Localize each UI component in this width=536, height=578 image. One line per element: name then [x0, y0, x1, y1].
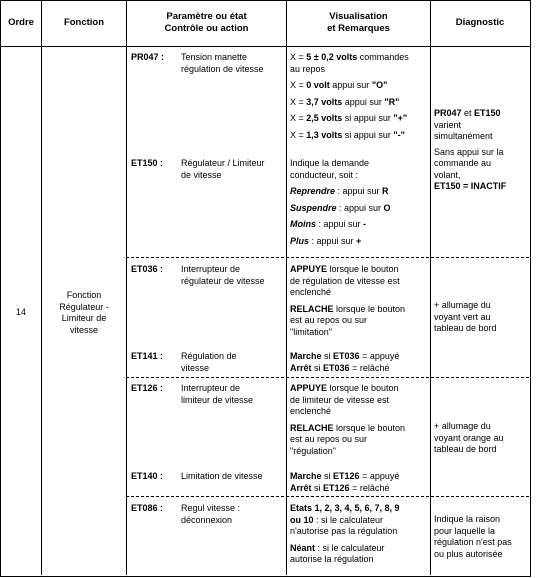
diag2-line: tableau de bord: [434, 323, 497, 333]
et036-code: ET036 :: [131, 264, 164, 274]
diag1-line: volant,: [434, 169, 461, 180]
pr047-label-line: régulation de vitesse: [181, 63, 264, 74]
et140-code: ET140 :: [131, 471, 164, 481]
diag3-line: + allumage du: [434, 421, 491, 431]
col-divider: [430, 0, 431, 575]
et126-appuye-line: de limiteur de vitesse est: [290, 394, 390, 405]
et141-values: [290, 351, 430, 374]
pr047-value-1: X = 5 ± 0,2 volts commandes: [290, 52, 409, 62]
diag4-line: ou plus autorisée: [434, 548, 503, 559]
pr047-value-5: X = 1,3 volts si appui sur "-": [290, 129, 405, 140]
et086-etats-line2: ou 10 : si le calculateur: [290, 514, 384, 525]
et036-label-line: régulateur de vitesse: [181, 275, 265, 286]
et140-label: Limitation de vitesse: [181, 471, 263, 481]
diag4-line: Indique la raison: [434, 514, 501, 524]
header-parametre-line1: Paramètre ou état: [166, 11, 247, 22]
diagnostic-3: [434, 421, 529, 456]
col-divider: [286, 0, 287, 575]
diag1-line1: PR047 et ET150: [434, 108, 501, 118]
header-ordre: Ordre: [8, 17, 34, 28]
section-divider: [126, 496, 529, 497]
et126-label: [181, 383, 285, 406]
et140-arret: Arrêt si ET126 = relâché: [290, 482, 390, 493]
et126-label-line: Interrupteur de: [181, 383, 241, 393]
et086-neant: Néant : si le calculateur: [290, 542, 385, 553]
diag1-line: varient: [434, 119, 462, 130]
et150-values: [290, 158, 430, 247]
pr047-value-3: X = 3,7 volts appui sur "R": [290, 96, 400, 107]
et086-etats-line3: n'autorise pas la régulation: [290, 526, 398, 536]
et150-plus: Plus : appui sur +: [290, 235, 362, 246]
header-diagnostic: Diagnostic: [455, 17, 505, 28]
et150-label-line: de vitesse: [181, 169, 222, 180]
et086-label-line: Regul vitesse :: [181, 503, 241, 513]
row-fonction-line: vitesse: [69, 324, 98, 335]
diagnostic-4: [434, 514, 529, 560]
et086-etats-line: Etats 1, 2, 3, 4, 5, 6, 7, 8, 9: [290, 503, 400, 513]
pr047-code: PR047 :: [131, 52, 165, 62]
header-visualisation-line1: Visualisation: [329, 11, 388, 22]
diag2-line: + allumage du: [434, 300, 491, 310]
et036-values: [290, 264, 430, 338]
et126-appuye-line: enclenché: [290, 406, 332, 416]
et150-label: [181, 158, 285, 181]
et150-code: ET150 :: [131, 158, 164, 168]
et140-values: [290, 471, 430, 494]
header-divider: [1, 46, 530, 47]
col-divider: [41, 0, 42, 575]
col-divider: [126, 0, 127, 575]
diag4-line: pour laquelle la: [434, 525, 496, 536]
et150-suspendre: Suspendre : appui sur O: [290, 202, 391, 213]
et126-code: ET126 :: [131, 383, 164, 393]
pr047-value-1-line2: au repos: [290, 63, 326, 74]
et036-relache: RELACHE lorsque le bouton: [290, 303, 406, 314]
row-fonction-line: Fonction: [66, 290, 102, 300]
diag1-line: Sans appui sur la: [434, 146, 504, 157]
et126-values: [290, 383, 430, 457]
pr047-label: [181, 52, 285, 75]
diag2-line: voyant vert au: [434, 311, 491, 322]
et141-label-line: Régulation de: [181, 351, 237, 361]
et126-appuye: APPUYE lorsque le bouton: [290, 383, 399, 393]
et141-label-line: vitesse: [181, 362, 210, 373]
pr047-value-2: X = 0 volt appui sur "O": [290, 80, 388, 90]
et140-marche: Marche si ET126 = appuyé: [290, 471, 400, 481]
et126-relache-line: est au repos ou sur: [290, 434, 368, 444]
diag3-line: voyant orange au: [434, 432, 504, 443]
et141-marche: Marche si ET036 = appuyé: [290, 351, 400, 361]
et036-relache-line: est au repos ou sur: [290, 315, 368, 325]
et086-label: [181, 503, 285, 526]
section-divider: [126, 257, 529, 258]
et126-relache: RELACHE lorsque le bouton: [290, 422, 406, 433]
et150-moins: Moins : appui sur -: [290, 219, 367, 229]
et150-desc-line: conducteur, soit :: [290, 169, 359, 180]
diagnostic-2: [434, 300, 529, 335]
et036-label: [181, 264, 285, 287]
et141-arret: Arrêt si ET036 = relâché: [290, 362, 390, 373]
pr047-value-4: X = 2,5 volts si appui sur "+": [290, 113, 408, 123]
header-parametre-line2: Contrôle ou action: [164, 23, 249, 34]
et150-reprendre: Reprendre : appui sur R: [290, 186, 389, 196]
et036-relache-line: "limitation": [290, 326, 332, 337]
et150-desc-line: Indique la demande: [290, 158, 370, 168]
et086-code: ET086 :: [131, 503, 164, 513]
et036-appuye-line: de régulation de vitesse est: [290, 275, 400, 286]
pr047-label-line: Tension manette: [181, 52, 248, 62]
diag1-line: simultanément: [434, 131, 493, 141]
header-fonction: Fonction: [63, 17, 105, 28]
header-visualisation: [287, 11, 430, 35]
et036-appuye: APPUYE lorsque le bouton: [290, 264, 399, 274]
diag3-line: tableau de bord: [434, 444, 497, 454]
et141-label: [181, 351, 285, 374]
diag1-line: commande au: [434, 158, 492, 168]
et086-neant-line2: autorise la régulation: [290, 554, 374, 564]
header-visualisation-line2: et Remarques: [327, 23, 390, 34]
et141-code: ET141 :: [131, 351, 164, 361]
row-fonction: [42, 290, 126, 336]
et036-appuye-line: enclenché: [290, 287, 332, 297]
et126-label-line: limiteur de vitesse: [181, 394, 254, 405]
diagnostic-1: [434, 108, 529, 193]
et036-label-line: Interrupteur de: [181, 264, 241, 274]
diag1-inactif: ET150 = INACTIF: [434, 181, 507, 191]
et150-label-line: Régulateur / Limiteur: [181, 158, 265, 168]
pr047-values: [290, 52, 430, 141]
diag4-line: régulation n'est pas: [434, 537, 512, 547]
row-fonction-line: Limiteur de: [61, 313, 107, 323]
et086-values: [290, 503, 430, 566]
et086-label-line: déconnexion: [181, 514, 233, 525]
et126-relache-line: "régulation": [290, 445, 336, 456]
row-fonction-line: Régulateur -: [59, 301, 109, 312]
row-ordre: 14: [15, 307, 26, 317]
header-parametre: [127, 11, 286, 35]
section-divider: [126, 377, 529, 378]
